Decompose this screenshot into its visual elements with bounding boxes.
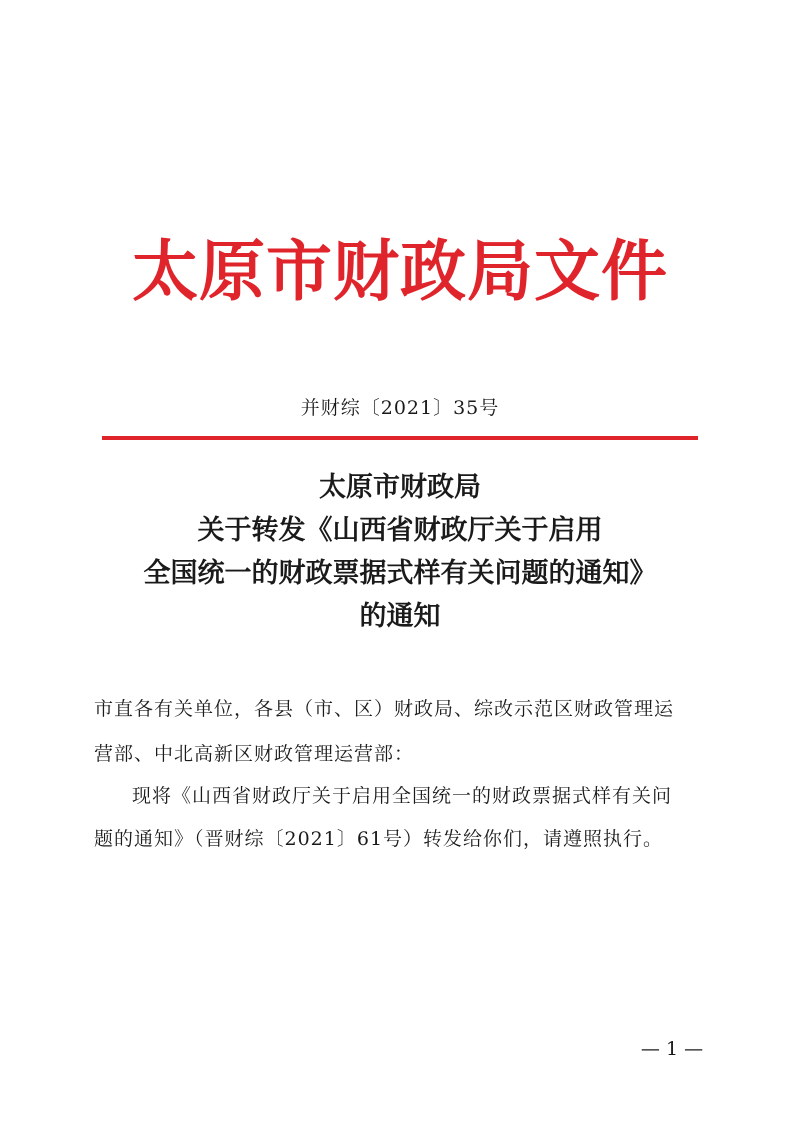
notice-title-line: 的通知 [359,601,441,632]
page-number: — 1 — [640,1038,704,1060]
notice-title-line: 关于转发《山西省财政厅关于启用 [197,515,603,546]
notice-title [0,466,800,638]
body-paragraph: 现将《山西省财政厅关于启用全国统一的财政票据式样有关问题的通知》（晋财综〔2021〕61号）转发给你们，请遵照执行。 [94,785,673,850]
red-divider-line [102,436,698,440]
document-number: 并财综〔2021〕35号 [300,397,500,419]
masthead-title: 太原市财政局文件 [132,233,668,310]
notice-title-line: 太原市财政局 [319,472,481,503]
addressee: 市直各有关单位，各县（市、区）财政局、综改示范区财政管理运营部、中北高新区财政管理运营部： [94,698,675,765]
notice-title-line: 全国统一的财政票据式样有关问题的通知》 [143,558,657,589]
